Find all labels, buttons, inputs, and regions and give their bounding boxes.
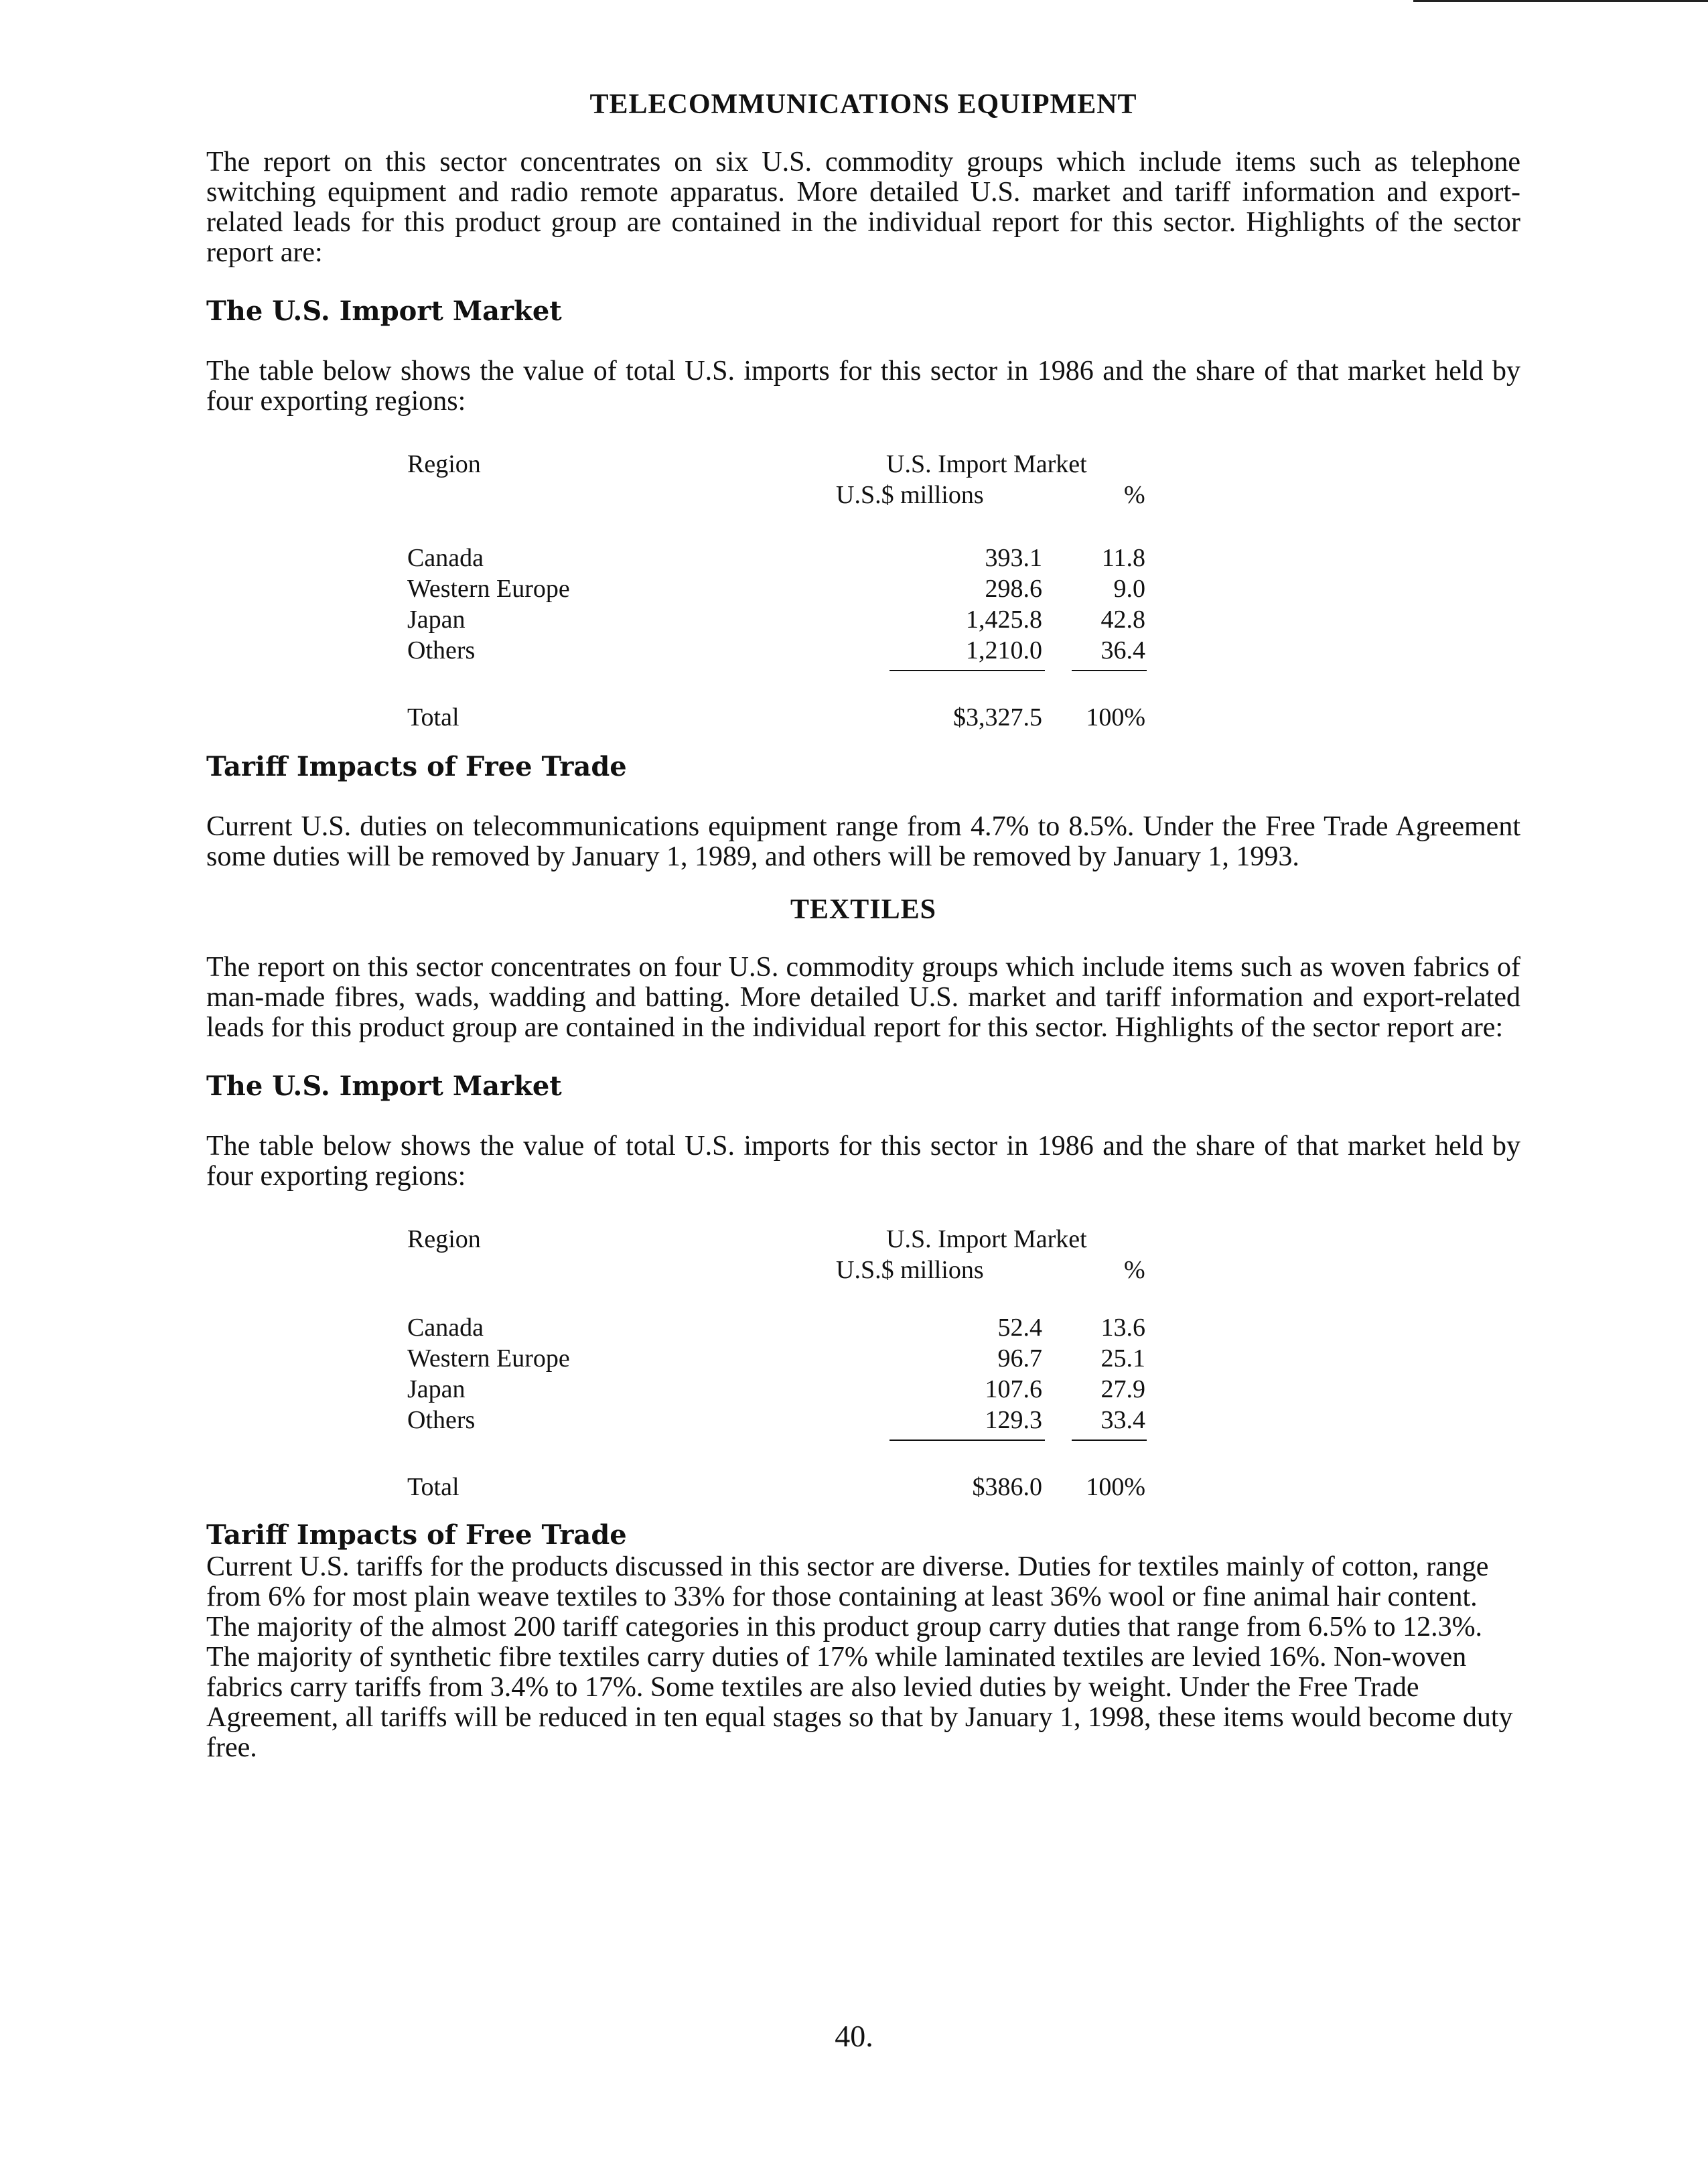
tariff-heading: Tariff Impacts of Free Trade [206,751,627,782]
section-textiles [206,892,1520,1763]
section-intro: The report on this sector concentrates on four U.S. commodity groups which include items such as woven fabrics of man-made fibres, wads, wadding and batting. More detailed U.S. market and tariff information and export-related leads for this product group are contained in the individual report for this sector. Highlights of the sector report are: [206,952,1520,1043]
table-row-millions: 393.1 [985,544,1042,572]
table-row-pct: 27.9 [1100,1375,1145,1403]
tariff-text: Current U.S. duties on telecommunications equipment range from 4.7% to 8.5%. Under the Free Trade Agreement some duties will be removed by January 1, 1989, and others will be removed by January 1, 1993. [206,811,1520,872]
import-market-heading: The U.S. Import Market [206,295,562,327]
table-row-millions: 1,425.8 [966,606,1042,634]
import-market-text: The table below shows the value of total U.S. imports for this sector in 1986 and the share of that market held by four exporting regions: [206,1131,1520,1192]
region-header: Region [407,450,481,478]
table-row-millions: 107.6 [985,1375,1042,1403]
table-row-region: Canada [407,1314,484,1342]
table-row-millions: 298.6 [985,575,1042,603]
table-row-region: Others [407,1406,476,1434]
table-row-region: Japan [407,606,466,634]
table-row-pct: 36.4 [1100,636,1145,664]
total-pct: 100% [1086,1473,1145,1501]
page-edge-top [1413,0,1708,2]
total-label: Total [407,1473,459,1501]
table-row-pct: 11.8 [1101,544,1145,572]
millions-header: U.S.$ millions [836,481,984,509]
document-body [206,87,1520,1763]
table-row-millions: 96.7 [997,1344,1042,1373]
table-row-millions: 52.4 [997,1314,1042,1342]
total-pct: 100% [1086,703,1145,731]
import-market-text: The table below shows the value of total U.S. imports for this sector in 1986 and the share of that market held by four exporting regions: [206,356,1520,417]
table-row-region: Japan [407,1375,466,1403]
table-row-pct: 25.1 [1100,1344,1145,1373]
table-row-millions: 1,210.0 [966,636,1042,664]
page-number: 40. [835,2019,873,2053]
table-row-pct: 33.4 [1100,1406,1145,1434]
section-title: TELECOMMUNICATIONS EQUIPMENT [589,89,1137,120]
table-row-pct: 9.0 [1113,575,1145,603]
tariff-text: Current U.S. tariffs for the products discussed in this sector are diverse. Duties for textiles mainly of cotton, range from 6% for most plain weave textiles to 33% for those containing at least 36% wool or fine animal hair content. The majority of the almost 200 tariff categories in this product group carry duties that range from 6.5% to 12.3%. The majority of synthetic fibre textiles carry duties of 17% while laminated textiles are levied 16%. Non-woven fabrics carry tariffs from 3.4% to 17%. Some textiles are also levied duties by weight. Under the Free Trade Agreement, all tariffs will be reduced in ten equal stages so that by January 1, 1998, these items would become duty free. [206,1551,1513,1763]
section-intro: The report on this sector concentrates on six U.S. commodity groups which include items such as telephone switching equipment and radio remote apparatus. More detailed U.S. market and tariff information and export-related leads for this product group are contained in the individual report for this sector. Highlights of the sector report are: [206,147,1520,268]
table-row-pct: 13.6 [1100,1314,1145,1342]
tariff-heading: Tariff Impacts of Free Trade [206,1519,627,1551]
sum-rule [1072,1440,1147,1441]
table-row-pct: 42.8 [1100,606,1145,634]
total-millions: $386.0 [972,1473,1042,1501]
table-row-region: Western Europe [407,1344,570,1373]
table-row-millions: 129.3 [985,1406,1042,1434]
table-row-region: Western Europe [407,575,570,603]
total-label: Total [407,703,459,731]
table-row-region: Canada [407,544,484,572]
sum-rule [889,670,1045,671]
region-header: Region [407,1225,481,1253]
import-market-table [206,1224,1520,1539]
sum-rule [1072,670,1147,671]
pct-header: % [1124,481,1145,509]
import-market-heading: The U.S. Import Market [206,1070,562,1102]
section-telecommunications [206,87,1520,872]
pct-header: % [1124,1256,1145,1284]
import-market-table [206,449,1520,764]
total-millions: $3,327.5 [953,703,1042,731]
table-row-region: Others [407,636,476,664]
market-header: U.S. Import Market [886,450,1087,478]
millions-header: U.S.$ millions [836,1256,984,1284]
sum-rule [889,1440,1045,1441]
section-title: TEXTILES [790,894,937,925]
market-header: U.S. Import Market [886,1225,1087,1253]
